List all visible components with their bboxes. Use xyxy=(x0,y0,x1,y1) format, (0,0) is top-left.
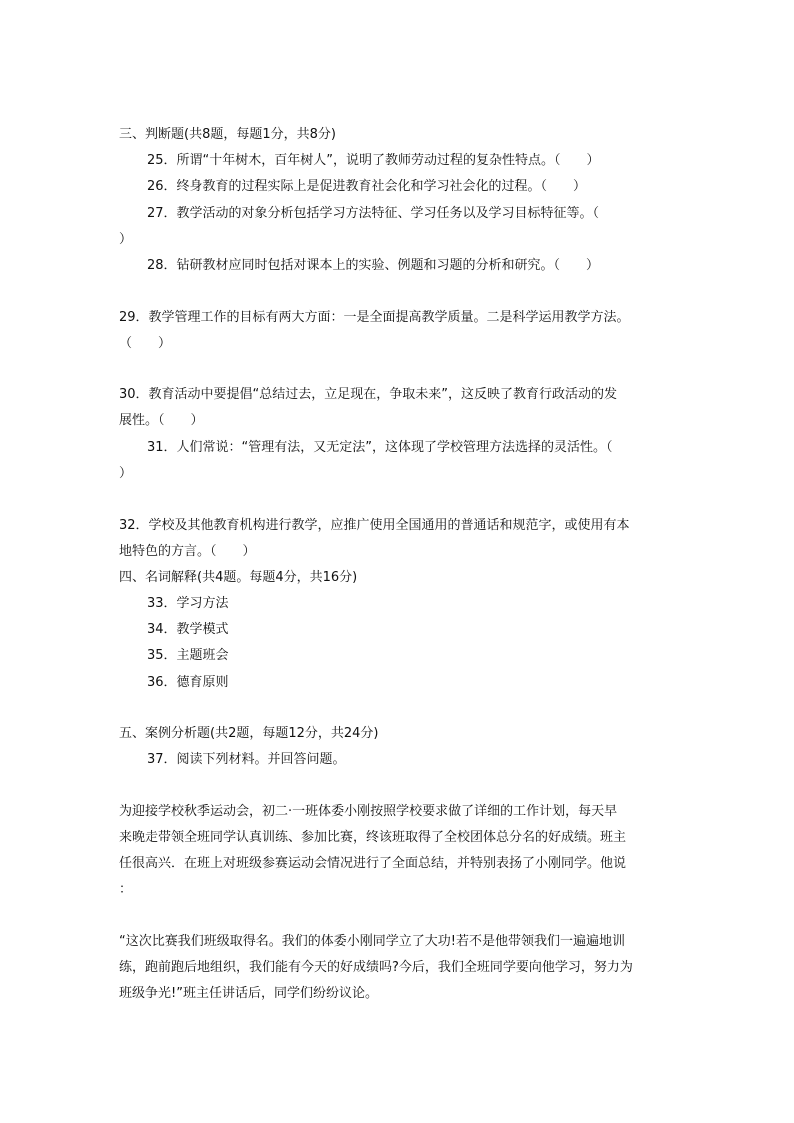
case-paragraph-2-line-2: 练，跑前跑后地组织，我们能有今天的好成绩吗?今后，我们全班同学要向他学习，努力为 xyxy=(119,960,633,975)
question-27-line-1: 27．教学活动的对象分析包括学习方法特征、学习任务以及学习目标特征等。（ xyxy=(147,206,600,221)
section-3-heading: 三、判断题(共8题，每题1分，共8分) xyxy=(119,127,336,142)
section-5-heading: 五、案例分析题(共2题，每题12分，共24分) xyxy=(119,726,379,741)
case-paragraph-2-line-3: 班级争光!”班主任讲话后，同学们纷纷议论。 xyxy=(119,986,378,1001)
question-31-line-1: 31．人们常说：“管理有法，又无定法”，这体现了学校管理方法选择的灵活性。（ xyxy=(147,440,613,455)
question-30-line-2: 展性。（ ） xyxy=(119,413,204,428)
question-32-line-1: 32．学校及其他教育机构进行教学，应推广使用全国通用的普通话和规范字，或使用有本 xyxy=(119,518,630,533)
question-29-line-1: 29．教学管理工作的目标有两大方面：一是全面提高教学质量。二是科学运用教学方法。 xyxy=(119,310,630,325)
case-paragraph-1-line-1: 为迎接学校秋季运动会，初二·一班体委小刚按照学校要求做了详细的工作计划，每天早 xyxy=(119,804,618,819)
case-paragraph-2-line-1: “这次比赛我们班级取得名。我们的体委小刚同学立了大功!若不是他带领我们一遍遍地训 xyxy=(119,934,625,949)
question-36: 36．德育原则 xyxy=(147,675,229,690)
question-27-line-2: ） xyxy=(119,232,133,247)
question-32-line-2: 地特色的方言。（ ） xyxy=(119,544,256,559)
question-30-line-1: 30．教育活动中要提倡“总结过去，立足现在，争取未来”，这反映了教育行政活动的发 xyxy=(119,387,618,402)
question-29-line-2: （ ） xyxy=(119,336,172,351)
question-33: 33．学习方法 xyxy=(147,596,229,611)
case-paragraph-1-line-2: 来晚走带领全班同学认真训练、参加比赛，终该班取得了全校团体总分名的好成绩。班主 xyxy=(119,830,627,845)
question-31-line-2: ） xyxy=(119,466,133,481)
question-25: 25．所谓“十年树木，百年树人”，说明了教师劳动过程的复杂性特点。（ ） xyxy=(147,153,600,168)
case-paragraph-1-line-3: 任很高兴．在班上对班级参赛运动会情况进行了全面总结，并特别表扬了小刚同学。他说 xyxy=(119,856,627,871)
question-34: 34．教学模式 xyxy=(147,622,229,637)
section-4-heading: 四、名词解释(共4题。每题4分，共16分) xyxy=(119,570,358,585)
question-35: 35．主题班会 xyxy=(147,648,229,663)
question-28: 28．钻研教材应同时包括对课本上的实验、例题和习题的分析和研究。（ ） xyxy=(147,258,600,273)
case-paragraph-1-line-4: ： xyxy=(119,882,133,897)
question-26: 26．终身教育的过程实际上是促进教育社会化和学习社会化的过程。（ ） xyxy=(147,179,587,194)
question-37: 37．阅读下列材料。并回答问题。 xyxy=(147,752,346,767)
